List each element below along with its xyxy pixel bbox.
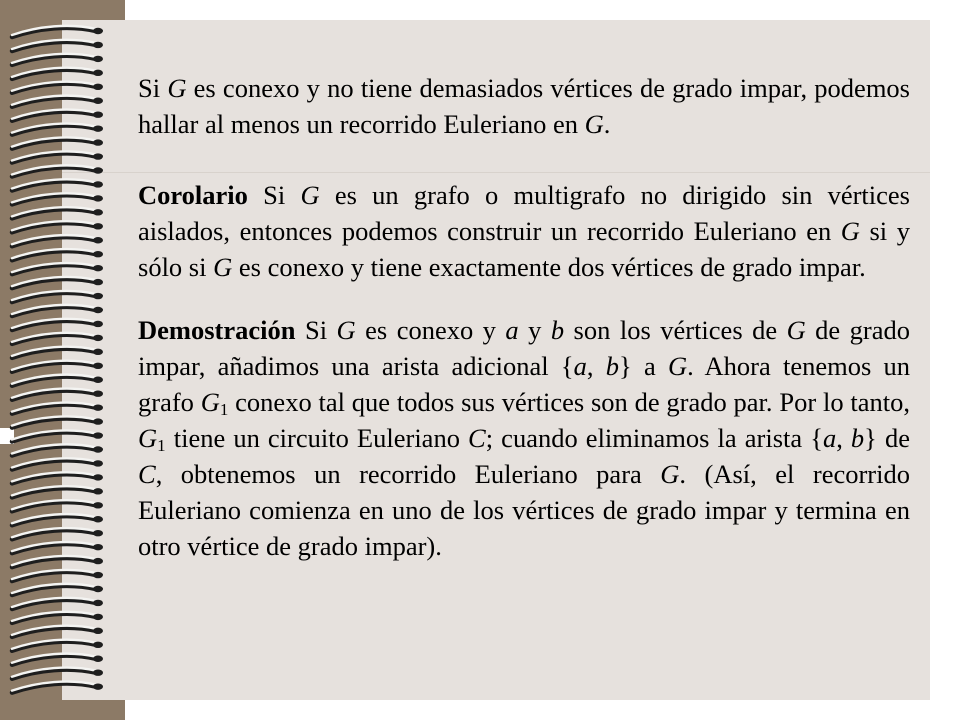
spiral-ring-icon xyxy=(12,570,103,581)
spiral-ring-icon xyxy=(12,179,103,190)
spiral-ring-icon xyxy=(12,389,103,400)
spiral-ring-icon xyxy=(12,193,103,204)
spiral-ring-icon xyxy=(12,654,103,665)
spiral-ring-icon xyxy=(12,472,103,483)
spiral-ring-icon xyxy=(12,165,103,176)
spiral-ring-icon xyxy=(12,124,103,135)
spiral-ring-icon xyxy=(12,542,103,553)
spiral-ring-icon xyxy=(12,291,103,302)
spiral-ring-icon xyxy=(12,486,103,497)
paragraph-corolario: Corolario Si G es un grafo o multigrafo no dirigido sin vértices aislados, entonces podemos construir un recorrido Euleriano en G si y sólo si G es conexo y tiene exactamente dos vértices de grado impar. xyxy=(138,180,910,282)
spiral-ring-icon xyxy=(12,235,103,246)
paragraph-intro: Si G es conexo y no tiene demasiados vértices de grado impar, podemos hallar al menos un recorrido Euleriano en G. xyxy=(138,73,910,139)
spiral-ring-icon xyxy=(12,668,103,679)
spiral-ring-icon xyxy=(12,375,103,386)
spiral-ring-icon xyxy=(12,151,103,162)
spiral-ring-icon xyxy=(12,514,103,525)
spiral-ring-icon xyxy=(12,137,103,148)
spiral-ring-icon xyxy=(12,416,103,427)
spiral-ring-icon xyxy=(12,277,103,288)
paragraph-demostracion: Demostración Si G es conexo y a y b son los vértices de G de grado impar, añadimos una arista adicional {a, b} a G. Ahora tenemos un grafo $G_1$ conexo tal que todos sus vértices son de grado par. Por lo tanto, $G_1$ tiene un circuito Euleriano C; cuando eliminamos la arista {a, b} de C, obtenemos un recorrido Euleriano para G. (Así, el recorrido Euleriano comienza en uno de los vértices de grado impar y termina en otro vértice de grado impar). xyxy=(138,315,911,561)
spiral-ring-icon xyxy=(12,96,103,107)
spiral-ring-icon xyxy=(12,263,103,274)
spiral-ring-icon xyxy=(12,500,103,511)
spiral-ring-icon xyxy=(12,626,103,637)
spiral-ring-icon xyxy=(12,249,103,260)
spiral-ring-icon xyxy=(12,528,103,539)
spiral-ring-icon xyxy=(12,444,103,455)
spiral-ring-icon xyxy=(12,305,103,316)
corolario-heading: Corolario xyxy=(138,180,248,210)
spiral-ring-icon xyxy=(12,221,103,232)
spiral-ring-icon xyxy=(12,458,103,469)
spiral-ring-icon xyxy=(12,40,103,51)
spiral-ring-icon xyxy=(12,319,103,330)
spiral-ring-icon xyxy=(12,26,103,37)
spiral-ring-icon xyxy=(12,584,103,595)
spiral-ring-icon xyxy=(12,54,103,65)
spiral-ring-icon xyxy=(12,82,103,93)
spiral-ring-icon xyxy=(12,598,103,609)
spiral-binding-icon xyxy=(8,24,108,696)
spiral-ring-icon xyxy=(12,361,103,372)
spiral-ring-icon xyxy=(12,640,103,651)
spiral-ring-icon xyxy=(12,207,103,218)
spiral-ring-icon xyxy=(12,403,103,414)
spiral-ring-icon xyxy=(12,430,103,441)
demostracion-heading: Demostración xyxy=(138,315,296,345)
slide-text xyxy=(138,70,910,564)
spiral-ring-icon xyxy=(12,612,103,623)
spiral-ring-icon xyxy=(12,682,103,693)
spiral-ring-icon xyxy=(12,333,103,344)
spiral-ring-icon xyxy=(12,110,103,121)
spiral-ring-icon xyxy=(12,347,103,358)
spiral-ring-icon xyxy=(12,68,103,79)
spiral-ring-icon xyxy=(12,556,103,567)
